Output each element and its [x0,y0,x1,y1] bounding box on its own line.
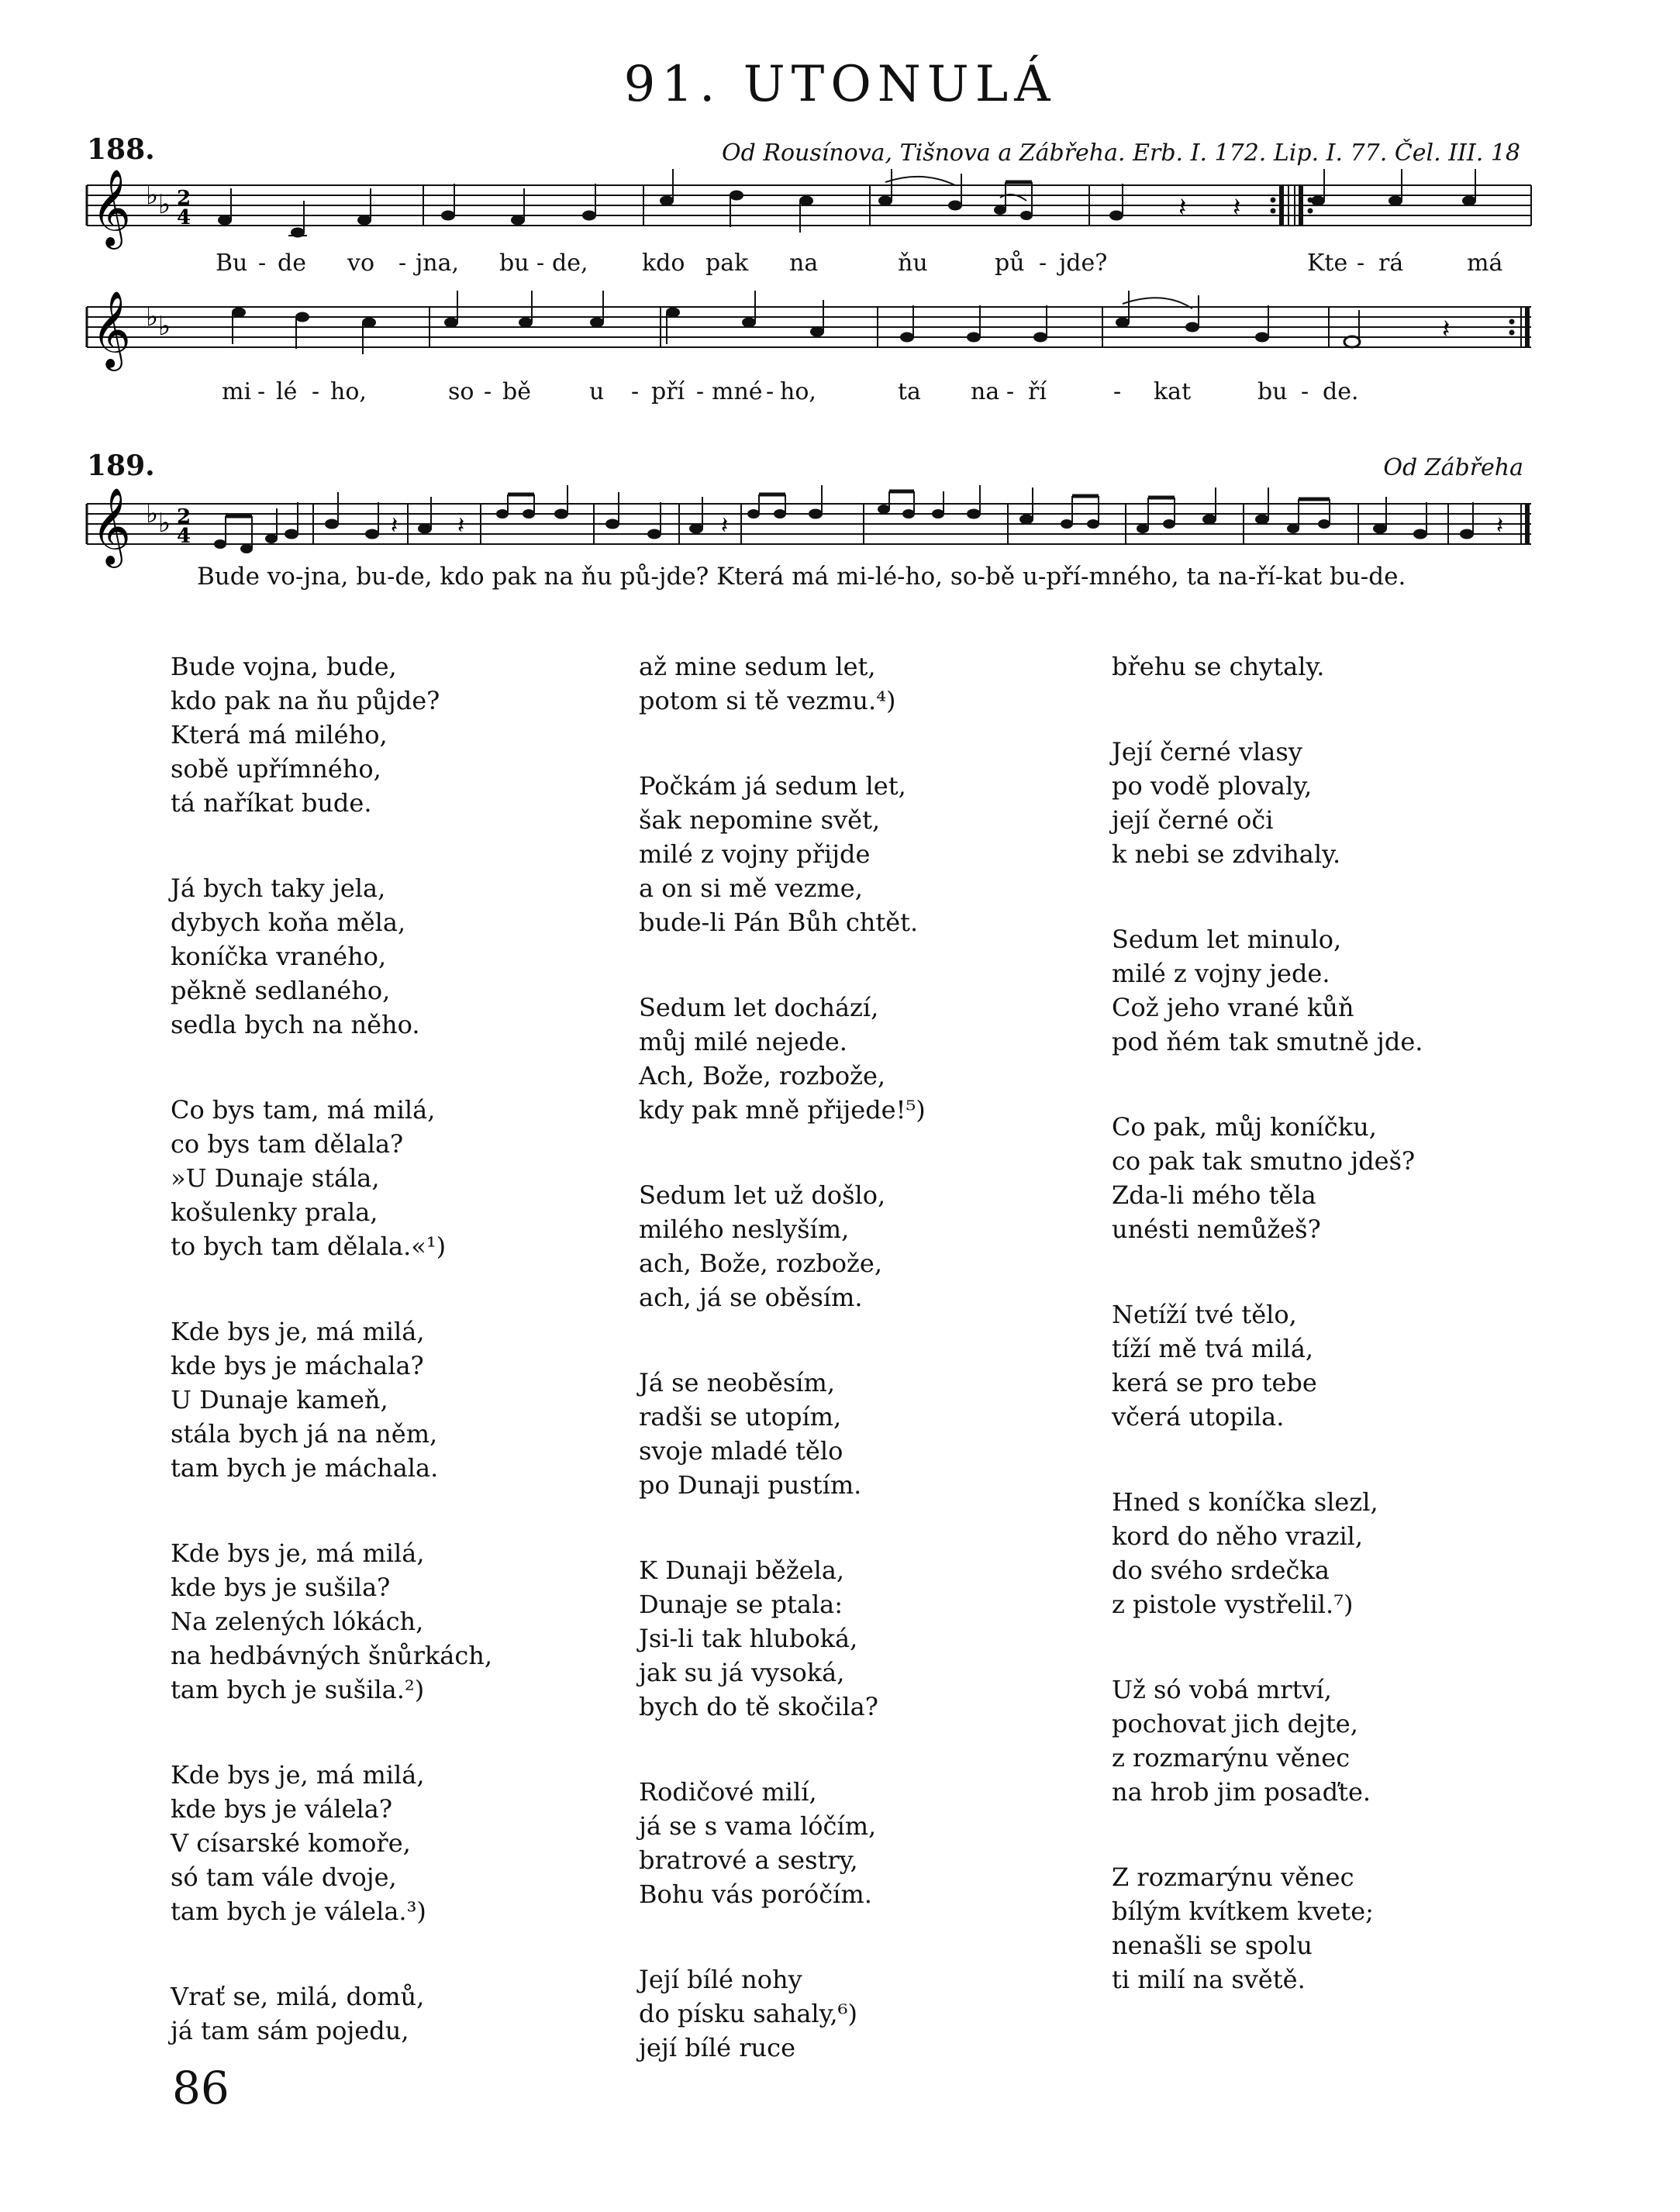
verse-line: já se s vama lóčím, [639,1811,877,1841]
verse-line: do písku sahaly,⁶) [639,1999,857,2028]
verse-line: Sedum let minulo, [1112,925,1342,954]
stanza [171,871,605,1042]
verse-line: Bude vojna, bude, [171,652,397,681]
svg-text:𝄞: 𝄞 [91,291,131,368]
verse-line: z rozmarýnu věnec [1112,1743,1351,1773]
verse-line: Sedum let dochází, [639,993,879,1022]
page-number: 86 [172,2062,229,2114]
verse-line: nenašli se spolu [1112,1931,1313,1960]
stanza [639,649,1073,718]
verse-line: co pak tak smutno jdeš? [1112,1146,1416,1176]
verse-line: unésti nemůžeš? [1112,1215,1321,1244]
verse-line: Na zelených lókách, [171,1607,424,1636]
stanza [171,1314,605,1485]
verse-line: Jsi-li tak hluboká, [639,1624,858,1653]
verse-line: svoje mladé tělo [639,1436,843,1466]
svg-text:♭: ♭ [146,180,159,211]
stanza [171,1093,605,1263]
verse-line: tam bych je máchala. [171,1453,439,1483]
verse-line: milé z vojny jede. [1112,959,1330,988]
verse-line: do svého srdečka [1112,1556,1330,1585]
melody-189-source: Od Zábřeha [1383,454,1523,481]
verse-line: Já se neoběsím, [639,1368,836,1397]
verse-line: Já bych taky jela, [171,873,386,903]
verse-line: K Dunaji běžela, [639,1556,845,1585]
verse-line: a on si mě vezme, [639,873,863,903]
verse-line: bych do tě skočila? [639,1692,878,1721]
verse-line: »U Dunaje stála, [171,1163,380,1193]
verse-line: kdy pak mně přijede!⁵) [639,1095,926,1125]
svg-text:2: 2 [177,505,191,529]
stanza [1112,1110,1546,1246]
verse-line: pěkně sedlaného, [171,976,391,1005]
verse-line: Sedum let už došlo, [639,1180,886,1210]
staff-189 [0,485,1680,570]
stanza [639,1178,1073,1314]
melody-189-lyrics: Bude vo-jna, bu-de, kdo pak na ňu pů-jde? Která má mi-lé-ho, so-bě u-pří-mného, ta na-ří-kat bu-de. [197,563,1406,591]
stanza [1112,1860,1546,1997]
svg-text:𝄽: 𝄽 [1233,192,1241,223]
stanza [1112,1297,1546,1434]
verse-line: tá naříkat bude. [171,788,372,818]
verse-line: kde bys je máchala? [171,1351,424,1380]
verse-line: až mine sedum let, [639,652,876,681]
stanza [639,1962,1073,2065]
verse-line: tam bych je válela.³) [171,1897,426,1926]
stanza [171,649,605,820]
svg-text:𝄞: 𝄞 [91,488,131,565]
verse-line: Kde bys je, má milá, [171,1538,425,1568]
verse-line: Už só vobá mrtví, [1112,1675,1332,1704]
verses-column-1 [171,649,605,2099]
stanza [1112,649,1546,684]
svg-text:𝄽: 𝄽 [1442,314,1451,345]
verse-line: milého neslyším, [639,1215,850,1244]
verse-line: Její bílé nohy [639,1965,802,1994]
verse-line: Počkám já sedum let, [639,771,906,801]
stanza [1112,1673,1546,1809]
verse-line: tam bych je sušila.²) [171,1675,425,1704]
verse-line: Což jeho vrané kůň [1112,993,1354,1022]
song-title: 91. UTONULÁ [623,56,1057,113]
verse-line: stála bych já na něm, [171,1419,438,1449]
svg-text:4: 4 [177,206,191,229]
svg-text:𝄽: 𝄽 [1496,512,1504,539]
verse-line: Její černé vlasy [1112,737,1302,767]
verse-line: ach, já se oběsím. [639,1283,863,1312]
svg-text:♭: ♭ [158,508,171,539]
verse-line: bude-li Pán Bůh chtět. [639,908,919,937]
verse-line: to bych tam dělala.«¹) [171,1232,447,1261]
stanza [639,1553,1073,1724]
verse-line: Vrať se, milá, domů, [171,1982,425,2011]
verse-line: U Dunaje kameň, [171,1385,388,1414]
staff-188-line2 [0,288,1680,374]
verse-line: Co bys tam, má milá, [171,1095,436,1125]
svg-text:𝄽: 𝄽 [1178,192,1187,223]
verse-line: ach, Bože, rozbože, [639,1249,883,1278]
stanza [1112,922,1546,1059]
verses-column-2 [639,649,1073,2116]
verse-line: Zda-li mého těla [1112,1180,1316,1210]
stanza [639,1775,1073,1911]
svg-text:𝄽: 𝄽 [391,512,398,539]
verse-line: Rodičové milí, [639,1777,817,1807]
verse-line: jak su já vysoká, [639,1658,845,1687]
verses-column-3 [1112,649,1546,2048]
stanza [639,769,1073,939]
verse-line: můj milé nejede. [639,1027,847,1056]
stanza [171,1979,605,2048]
svg-text:𝄞: 𝄞 [91,169,131,246]
svg-text:2: 2 [177,187,191,210]
verse-line: břehu se chytaly. [1112,652,1325,681]
verse-line: milé z vojny přijde [639,839,871,869]
verse-line: její černé oči [1112,805,1274,835]
stanza [171,1758,605,1928]
svg-text:𝄽: 𝄽 [721,512,729,539]
verse-line: dybych koňa měla, [171,908,406,937]
verse-line: Netíží tvé tělo, [1112,1300,1297,1329]
melody-189-number: 189. [87,450,155,482]
verse-line: koníčka vraného, [171,942,387,971]
verse-line: bratrové a sestry, [639,1845,858,1875]
verse-line: radši se utopím, [639,1402,842,1432]
staff-188-line1 [0,167,1680,252]
verse-line: kde bys je válela? [171,1794,392,1824]
verse-line: kdo pak na ňu půjde? [171,686,440,715]
verse-line: kde bys je sušila? [171,1573,391,1602]
verse-line: šak nepomine svět, [639,805,881,835]
svg-text:𝄽: 𝄽 [457,512,465,539]
svg-text:♭: ♭ [146,498,159,529]
verse-line: na hedbávných šnůrkách, [171,1641,493,1670]
verse-line: z pistole vystřelil.⁷) [1112,1590,1354,1619]
verse-line: V císarské komoře, [171,1828,411,1858]
svg-text:4: 4 [177,525,191,548]
verse-line: Z rozmarýnu věnec [1112,1862,1354,1892]
verse-line: pod ňém tak smutně jde. [1112,1027,1423,1056]
verse-line: kord do něho vrazil, [1112,1521,1364,1551]
melody-188-number: 188. [87,133,155,166]
verse-line: bílým kvítkem kvete; [1112,1897,1374,1926]
verse-line: k nebi se zdvihaly. [1112,839,1341,869]
stanza [639,1366,1073,1502]
verse-line: Kde bys je, má milá, [171,1317,425,1346]
verse-line: sedla bych na něho. [171,1010,420,1039]
verse-line: po vodě plovaly, [1112,771,1313,801]
stanza [1112,735,1546,871]
stanza [171,1536,605,1707]
verse-line: Co pak, můj koníčku, [1112,1112,1377,1142]
verse-line: včerá utopila. [1112,1402,1285,1432]
svg-text:♭: ♭ [158,189,171,220]
verse-line: Ach, Bože, rozbože, [639,1061,886,1090]
verse-line: já tam sám pojedu, [171,2016,409,2045]
verse-line: potom si tě vezmu.⁴) [639,686,896,715]
svg-text:♭: ♭ [146,301,159,332]
verse-line: só tam vále dvoje, [171,1862,397,1892]
verse-line: co bys tam dělala? [171,1129,404,1159]
stanza [639,991,1073,1127]
melody-188-source: Od Rousínova, Tišnova a Zábřeha. Erb. I. 172. Lip. I. 77. Čel. III. 18 [722,140,1520,167]
stanza [1112,1485,1546,1621]
verse-line: na hrob jim posaďte. [1112,1777,1371,1807]
verse-line: sobě upřímného, [171,754,381,784]
verse-line: Která má milého, [171,720,388,749]
verse-line: Hned s koníčka slezl, [1112,1487,1378,1517]
verse-line: Dunaje se ptala: [639,1590,843,1619]
verse-line: Kde bys je, má milá, [171,1760,425,1790]
verse-line: tíží mě tvá milá, [1112,1334,1314,1363]
verse-line: Bohu vás poróčím. [639,1880,872,1909]
verse-line: pochovat jich dejte, [1112,1709,1358,1738]
verse-line: ti milí na světě. [1112,1965,1306,1994]
verse-line: její bílé ruce [639,2033,796,2062]
verse-line: po Dunaji pustím. [639,1470,862,1500]
svg-text:♭: ♭ [158,311,171,342]
verse-line: košulenky prala, [171,1197,378,1227]
verse-line: kerá se pro tebe [1112,1368,1317,1397]
